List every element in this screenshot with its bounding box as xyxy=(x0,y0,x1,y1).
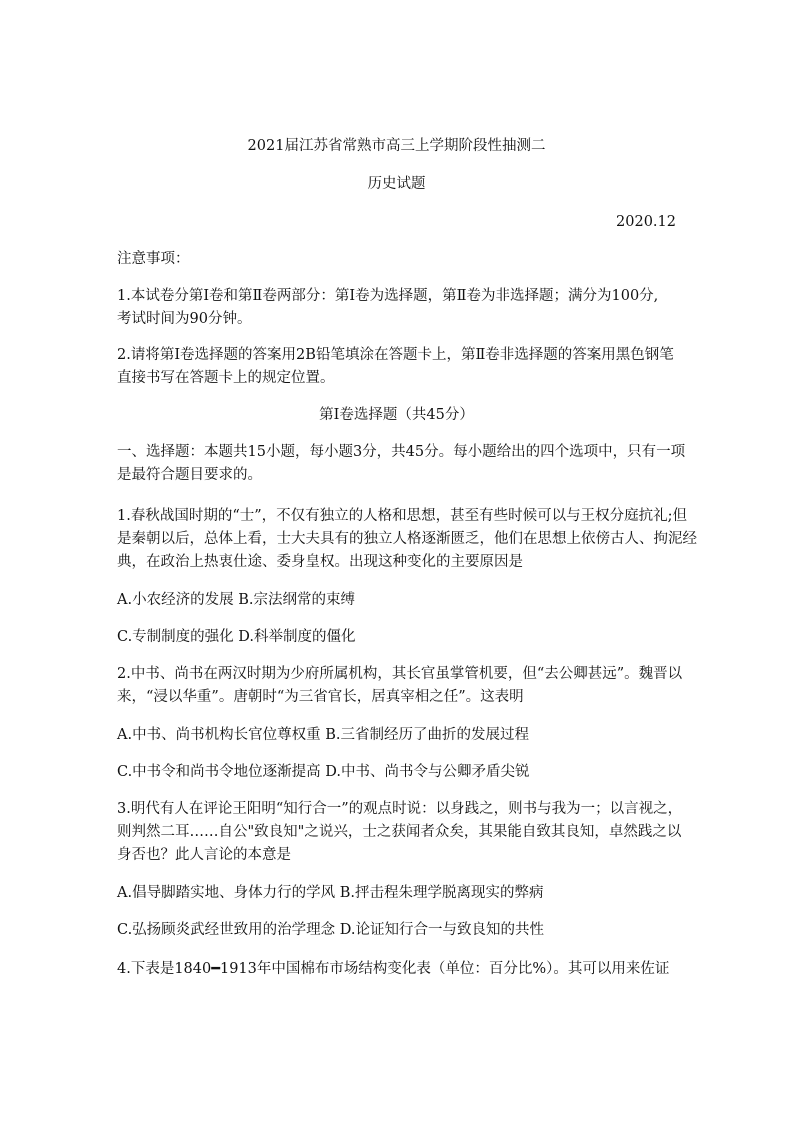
question-3-line-3: 身否也？此人言论的本意是 xyxy=(117,847,291,863)
section-intro-line-2: 是最符合题目要求的。 xyxy=(117,467,262,483)
exam-date: 2020.12 xyxy=(616,214,676,230)
question-4-line-1: 4.下表是1840━1913年中国棉布市场结构变化表（单位：百分比%）。其可以用来佐证 xyxy=(117,961,670,977)
question-3-options-cd: C.弘扬顾炎武经世致用的治学理念 D.论证知行合一与致良知的共性 xyxy=(117,922,545,938)
question-2-options-ab: A.中书、尚书机构长官位尊权重 B.三省制经历了曲折的发展过程 xyxy=(117,727,529,743)
question-1-options-cd: C.专制制度的强化 D.科举制度的僵化 xyxy=(117,629,356,645)
notice-item-2-line-2: 直接书写在答题卡上的规定位置。 xyxy=(117,370,335,386)
question-2-line-1: 2.中书、尚书在两汉时期为少府所属机构，其长官虽掌管机要，但“去公卿甚远”。魏晋以 xyxy=(117,666,683,682)
question-3-line-1: 3.明代有人在评论王阳明“知行合一”的观点时说：以身践之，则书与我为一；以言视之， xyxy=(117,801,683,817)
question-1-line-2: 是秦朝以后，总体上看，士大夫具有的独立人格逐渐匮乏，他们在思想上依傍古人、拘泥经 xyxy=(117,531,697,547)
question-3-options-ab: A.倡导脚踏实地、身体力行的学风 B.抨击程朱理学脱离现实的弊病 xyxy=(117,885,544,901)
exam-subject: 历史试题 xyxy=(367,176,426,192)
notice-item-1-line-1: 1.本试卷分第Ⅰ卷和第Ⅱ卷两部分：第Ⅰ卷为选择题，第Ⅱ卷为非选择题；满分为100分, xyxy=(117,288,659,304)
section-title: 第Ⅰ卷选择题（共45分） xyxy=(319,407,474,423)
question-1-options-ab: A.小农经济的发展 B.宗法纲常的束缚 xyxy=(117,592,355,608)
question-1-line-3: 典，在政治上热衷仕途、委身皇权。出现这种变化的主要原因是 xyxy=(117,554,523,570)
section-intro-line-1: 一、选择题：本题共15小题，每小题3分，共45分。每小题给出的四个选项中，只有一项 xyxy=(117,444,686,460)
notice-item-1-line-2: 考试时间为90分钟。 xyxy=(117,311,252,327)
question-2-options-cd: C.中书令和尚书令地位逐渐提高 D.中书、尚书令与公卿矛盾尖锐 xyxy=(117,764,530,780)
question-3-line-2: 则判然二耳……自公"致良知"之说兴，士之获闻者众矣，其果能自致其良知，卓然践之以 xyxy=(117,824,682,840)
notice-item-2-line-1: 2.请将第Ⅰ卷选择题的答案用2B铅笔填涂在答题卡上，第Ⅱ卷非选择题的答案用黑色钢笔 xyxy=(117,347,674,363)
exam-title: 2021届江苏省常熟市高三上学期阶段性抽测二 xyxy=(247,138,546,154)
question-1-line-1: 1.春秋战国时期的“士”，不仅有独立的人格和思想，甚至有些时候可以与王权分庭抗礼;但 xyxy=(117,508,688,524)
question-2-line-2: 来，“浸以华重”。唐朝时“为三省官长，居真宰相之任”。这表明 xyxy=(117,689,524,705)
notice-heading: 注意事项： xyxy=(117,251,190,267)
